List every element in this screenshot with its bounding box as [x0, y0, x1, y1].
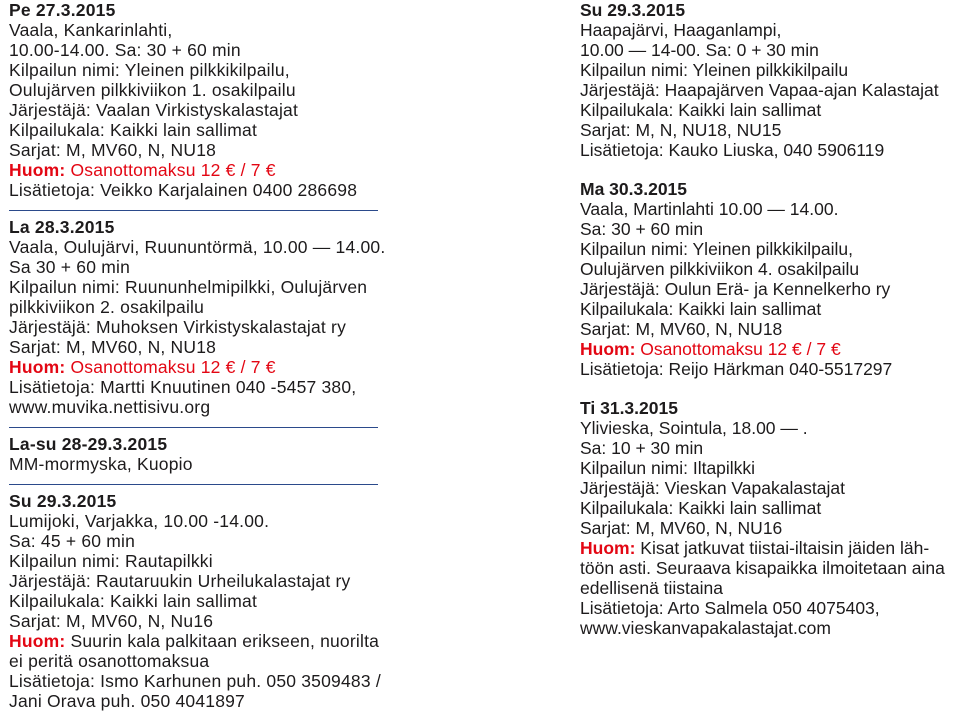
note-line — [580, 339, 952, 359]
event-info-line: Lisätietoja: Reijo Härkman 040-5517297 — [580, 359, 893, 379]
event-detail-line: Sarjat: M, MV60, N, Nu16 — [9, 611, 214, 631]
event-info-line: Lisätietoja: Ismo Karhunen puh. 050 3509483 / — [9, 671, 381, 691]
note-text: Suurin kala palkitaan erikseen, nuorilta — [70, 631, 380, 651]
event-date: Pe 27.3.2015 — [9, 0, 116, 20]
event-detail-line: Järjestäjä: Oulun Erä- ja Kennelkerho ry — [580, 279, 891, 299]
event-detail-line: Sa 30 + 60 min — [9, 257, 131, 277]
event-info-line: Lisätietoja: Veikko Karjalainen 0400 286698 — [9, 180, 358, 200]
note-text: Osanottomaksu 12 € / 7 € — [70, 160, 276, 180]
left-column — [9, 0, 386, 711]
event-date: La-su 28-29.3.2015 — [9, 434, 168, 454]
event-block — [580, 0, 952, 160]
event-block — [9, 217, 386, 417]
event-detail-line: Oulujärven pilkkiviikon 4. osakilpailu — [580, 259, 860, 279]
event-detail-line: Oulujärven pilkkiviikon 1. osakilpailu — [9, 80, 296, 100]
event-detail-line: Järjestäjä: Muhoksen Virkistyskalastajat ry — [9, 317, 347, 337]
event-info-line: Lisätietoja: Kauko Liuska, 040 5906119 — [580, 140, 885, 160]
event-date: La 28.3.2015 — [9, 217, 115, 237]
event-detail-line: Kilpailun nimi: Rautapilkki — [9, 551, 213, 571]
event-info-line: Jani Orava puh. 050 4041897 — [9, 691, 245, 711]
note-line — [9, 357, 379, 377]
event-detail-line: Kilpailukala: Kaikki lain sallimat — [580, 299, 822, 319]
divider — [9, 484, 378, 485]
event-date: Su 29.3.2015 — [580, 0, 686, 20]
note-text: Kisat jatkuvat tiistai-iltaisin jäiden läh- — [640, 538, 930, 558]
event-info-line: Lisätietoja: Arto Salmela 050 4075403, — [580, 598, 880, 618]
note-label: Huom: — [9, 357, 66, 377]
event-detail-line: Sarjat: M, MV60, N, NU18 — [580, 319, 783, 339]
event-detail-line: Sa: 10 + 30 min — [580, 438, 704, 458]
event-detail-line: Vaala, Oulujärvi, Ruununtörmä, 10.00 — 14.00. — [9, 237, 386, 257]
event-detail-line: Lumijoki, Varjakka, 10.00 -14.00. — [9, 511, 270, 531]
event-block — [580, 398, 952, 638]
event-detail-line: Ylivieska, Sointula, 18.00 — . — [580, 418, 808, 438]
event-detail-line: Sarjat: M, MV60, N, NU16 — [580, 518, 783, 538]
event-block — [9, 0, 379, 200]
event-detail-line: Kilpailun nimi: Ruununhelmipilkki, Oulujärven — [9, 277, 368, 297]
event-detail-line: Kilpailukala: Kaikki lain sallimat — [9, 591, 258, 611]
event-detail-line: Kilpailun nimi: Yleinen pilkkikilpailu, — [9, 60, 290, 80]
event-detail-line: Haapajärvi, Haaganlampi, — [580, 20, 782, 40]
event-detail-line: pilkkiviikon 2. osakilpailu — [9, 297, 205, 317]
event-detail-line: Sa: 30 + 60 min — [580, 219, 704, 239]
event-date: Ma 30.3.2015 — [580, 179, 688, 199]
note-text: Osanottomaksu 12 € / 7 € — [70, 357, 276, 377]
event-block — [580, 179, 952, 379]
event-detail-line: Sarjat: M, N, NU18, NU15 — [580, 120, 782, 140]
event-detail-line: Vaala, Martinlahti 10.00 — 14.00. — [580, 199, 839, 219]
event-date: Su 29.3.2015 — [9, 491, 117, 511]
note-line — [9, 631, 379, 651]
event-block — [9, 434, 379, 474]
note-continuation-line: töön asti. Seuraava kisapaikka ilmoitetaan aina — [580, 558, 945, 578]
event-date: Ti 31.3.2015 — [580, 398, 678, 418]
event-info-line: www.muvika.nettisivu.org — [9, 397, 211, 417]
event-detail-line: Kilpailun nimi: Yleinen pilkkikilpailu — [580, 60, 849, 80]
note-continuation-line: ei peritä osanottomaksua — [9, 651, 210, 671]
event-info-line: Lisätietoja: Martti Knuutinen 040 -5457 380, — [9, 377, 357, 397]
event-detail-line: 10.00-14.00. Sa: 30 + 60 min — [9, 40, 241, 60]
divider — [9, 427, 378, 428]
note-label: Huom: — [580, 538, 636, 558]
event-detail-line: Järjestäjä: Rautaruukin Urheilukalastajat ry — [9, 571, 351, 591]
event-detail-line: Sarjat: M, MV60, N, NU18 — [9, 140, 217, 160]
note-line — [9, 160, 379, 180]
event-detail-line: Sa: 45 + 60 min — [9, 531, 136, 551]
event-detail-line: 10.00 — 14-00. Sa: 0 + 30 min — [580, 40, 819, 60]
event-detail-line: Kilpailukala: Kaikki lain sallimat — [580, 498, 822, 518]
note-label: Huom: — [580, 339, 636, 359]
note-continuation-line: edellisenä tiistaina — [580, 578, 724, 598]
event-detail-line: Kilpailun nimi: Yleinen pilkkikilpailu, — [580, 239, 854, 259]
event-detail-line: Kilpailun nimi: Iltapilkki — [580, 458, 756, 478]
note-line — [580, 538, 952, 558]
event-detail-line: Vaala, Kankarinlahti, — [9, 20, 173, 40]
event-detail-line: Kilpailukala: Kaikki lain sallimat — [580, 100, 822, 120]
event-detail-line: Järjestäjä: Haapajärven Vapaa-ajan Kalastajat — [580, 80, 939, 100]
event-detail-line: MM-mormyska, Kuopio — [9, 454, 193, 474]
note-label: Huom: — [9, 631, 66, 651]
note-text: Osanottomaksu 12 € / 7 € — [640, 339, 841, 359]
event-info-line: www.vieskanvapakalastajat.com — [580, 618, 831, 638]
divider — [9, 210, 378, 211]
event-detail-line: Kilpailukala: Kaikki lain sallimat — [9, 120, 258, 140]
note-label: Huom: — [9, 160, 66, 180]
event-detail-line: Järjestäjä: Vieskan Vapakalastajat — [580, 478, 845, 498]
event-detail-line: Sarjat: M, MV60, N, NU18 — [9, 337, 217, 357]
event-detail-line: Järjestäjä: Vaalan Virkistyskalastajat — [9, 100, 299, 120]
right-column — [580, 0, 952, 638]
event-block — [9, 491, 379, 711]
